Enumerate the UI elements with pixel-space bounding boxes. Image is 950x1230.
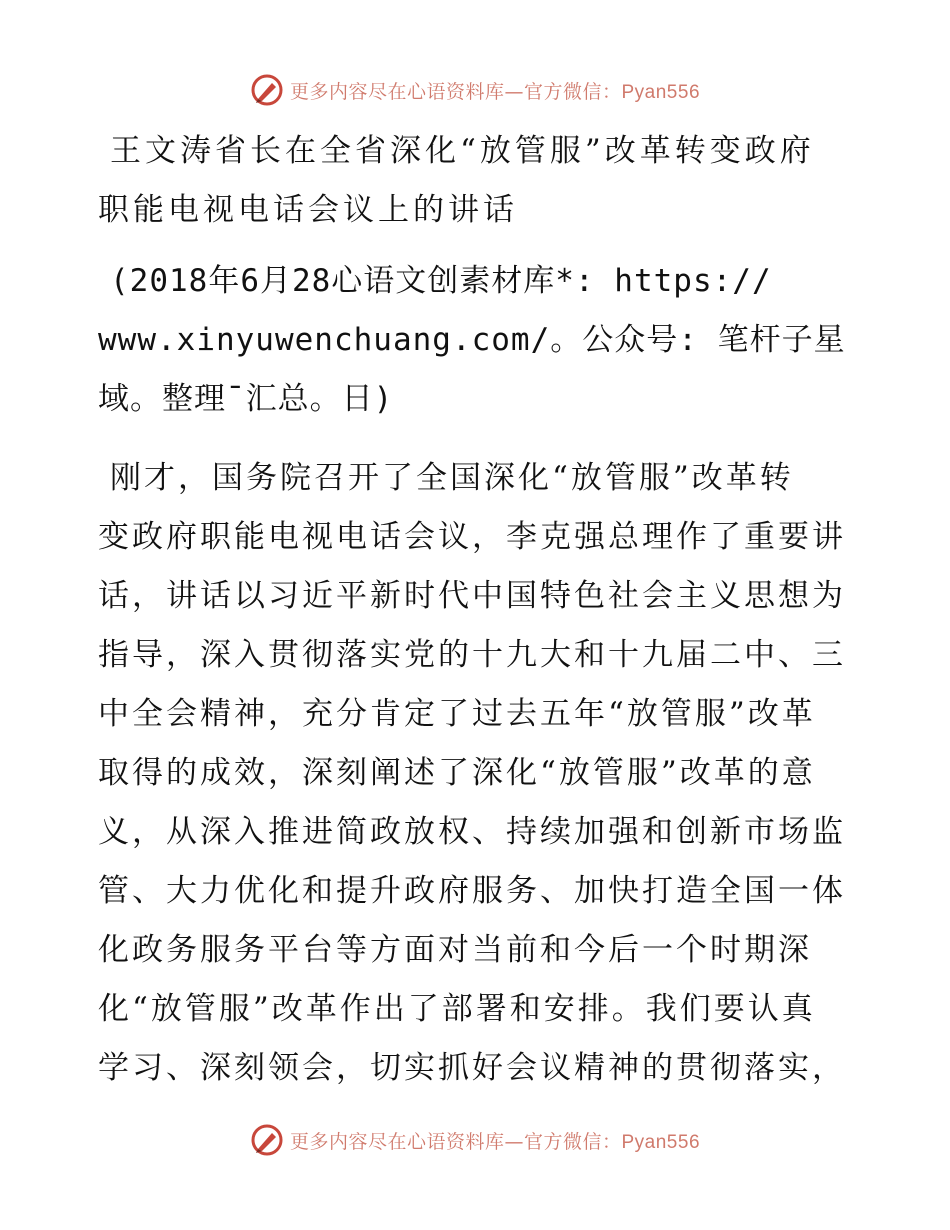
date-paragraph bbox=[98, 252, 850, 429]
banner-text: 更多内容尽在心语资料库—官方微信： bbox=[289, 80, 622, 103]
body-line: 中全会精神，充分肯定了过去五年“放管服”改革 bbox=[98, 696, 816, 732]
title-line: 职能电视电话会议上的讲话 bbox=[98, 192, 518, 228]
date-line: www.xinyuwenchuang.com/。公众号: 笔杆子星 bbox=[98, 322, 846, 358]
body-line: 义，从深入推进简政放权、持续加强和创新市场监 bbox=[98, 814, 846, 850]
document-body bbox=[98, 122, 850, 1102]
body-line: 化政务服务平台等方面对当前和今后一个时期深 bbox=[98, 932, 812, 968]
footer-banner bbox=[0, 1118, 950, 1162]
body-line: 管、大力优化和提升政府服务、加快打造全国一体 bbox=[98, 873, 846, 909]
banner-text: 更多内容尽在心语资料库—官方微信： bbox=[289, 1130, 622, 1153]
banner-wechat-id: Pyan556 bbox=[621, 1131, 701, 1153]
pen-logo-icon bbox=[250, 73, 284, 107]
body-line: 刚才，国务院召开了全国深化“放管服”改革转 bbox=[110, 460, 794, 496]
body-line: 取得的成效，深刻阐述了深化“放管服”改革的意 bbox=[98, 755, 816, 791]
body-line: 化“放管服”改革作出了部署和安排。我们要认真 bbox=[98, 991, 816, 1027]
body-line: 变政府职能电视电话会议，李克强总理作了重要讲 bbox=[98, 519, 846, 555]
banner-wechat-id: Pyan556 bbox=[621, 81, 701, 103]
pen-logo-icon bbox=[250, 1123, 284, 1157]
body-paragraph bbox=[98, 449, 850, 1098]
header-banner bbox=[0, 68, 950, 112]
body-line: 指导，深入贯彻落实党的十九大和十九届二中、三 bbox=[98, 637, 846, 673]
document-title bbox=[98, 122, 850, 240]
body-line: 话，讲话以习近平新时代中国特色社会主义思想为 bbox=[98, 578, 846, 614]
date-line: 域。整理¯汇总。日) bbox=[98, 381, 394, 417]
title-line: 王文涛省长在全省深化“放管服”改革转变政府 bbox=[110, 133, 815, 169]
date-line: (2018年6月28心语文创素材库*: https:// bbox=[110, 263, 772, 299]
body-line: 学习、深刻领会，切实抓好会议精神的贯彻落实， bbox=[98, 1050, 846, 1086]
